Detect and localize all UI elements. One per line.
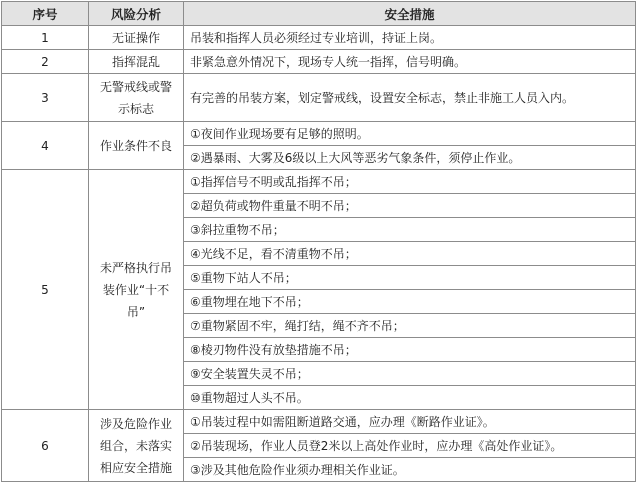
table-row xyxy=(2,170,636,194)
row-measure: ⑩重物超过人头不吊。 xyxy=(184,386,636,410)
row-measure: ④光线不足，看不清重物不吊； xyxy=(184,242,636,266)
row-measure: ⑥重物埋在地下不吊； xyxy=(184,290,636,314)
row-measure: ①夜间作业现场要有足够的照明。 xyxy=(184,122,636,146)
row-measure: ⑤重物下站人不吊； xyxy=(184,266,636,290)
table-row xyxy=(2,410,636,434)
table-row xyxy=(2,122,636,146)
row-measure: ⑨安全装置失灵不吊； xyxy=(184,362,636,386)
header-measures: 安全措施 xyxy=(184,2,636,26)
row-measure: ①指挥信号不明或乱指挥不吊； xyxy=(184,170,636,194)
row-risk: 涉及危险作业组合，未落实相应安全措施 xyxy=(89,410,184,482)
row-no: 4 xyxy=(2,122,89,170)
row-risk: 未严格执行吊装作业“十不吊” xyxy=(89,170,184,410)
table-row xyxy=(2,26,636,50)
row-no: 6 xyxy=(2,410,89,482)
row-measure: 吊装和指挥人员必须经过专业培训，持证上岗。 xyxy=(184,26,636,50)
row-risk: 无证操作 xyxy=(89,26,184,50)
row-measure: ①吊装过程中如需阻断道路交通，应办理《断路作业证》。 xyxy=(184,410,636,434)
row-measure: ②遇暴雨、大雾及6级以上大风等恶劣气象条件，须停止作业。 xyxy=(184,146,636,170)
row-risk: 无警戒线或警示标志 xyxy=(89,74,184,122)
row-no: 2 xyxy=(2,50,89,74)
row-measure: 非紧急意外情况下，现场专人统一指挥，信号明确。 xyxy=(184,50,636,74)
table-row xyxy=(2,74,636,122)
row-measure: 有完善的吊装方案，划定警戒线，设置安全标志，禁止非施工人员入内。 xyxy=(184,74,636,122)
safety-measures-table xyxy=(1,1,636,482)
row-measure: ⑧棱刃物件没有放垫措施不吊； xyxy=(184,338,636,362)
row-no: 3 xyxy=(2,74,89,122)
table-header-row xyxy=(2,2,636,26)
row-risk: 作业条件不良 xyxy=(89,122,184,170)
row-measure: ③斜拉重物不吊； xyxy=(184,218,636,242)
header-no: 序号 xyxy=(2,2,89,26)
header-risk: 风险分析 xyxy=(89,2,184,26)
row-measure: ③涉及其他危险作业须办理相关作业证。 xyxy=(184,458,636,482)
row-measure: ②吊装现场，作业人员登2米以上高处作业时，应办理《高处作业证》。 xyxy=(184,434,636,458)
row-measure: ②超负荷或物件重量不明不吊； xyxy=(184,194,636,218)
row-risk: 指挥混乱 xyxy=(89,50,184,74)
row-no: 5 xyxy=(2,170,89,410)
row-no: 1 xyxy=(2,26,89,50)
row-measure: ⑦重物紧固不牢，绳打结，绳不齐不吊； xyxy=(184,314,636,338)
table-row xyxy=(2,50,636,74)
